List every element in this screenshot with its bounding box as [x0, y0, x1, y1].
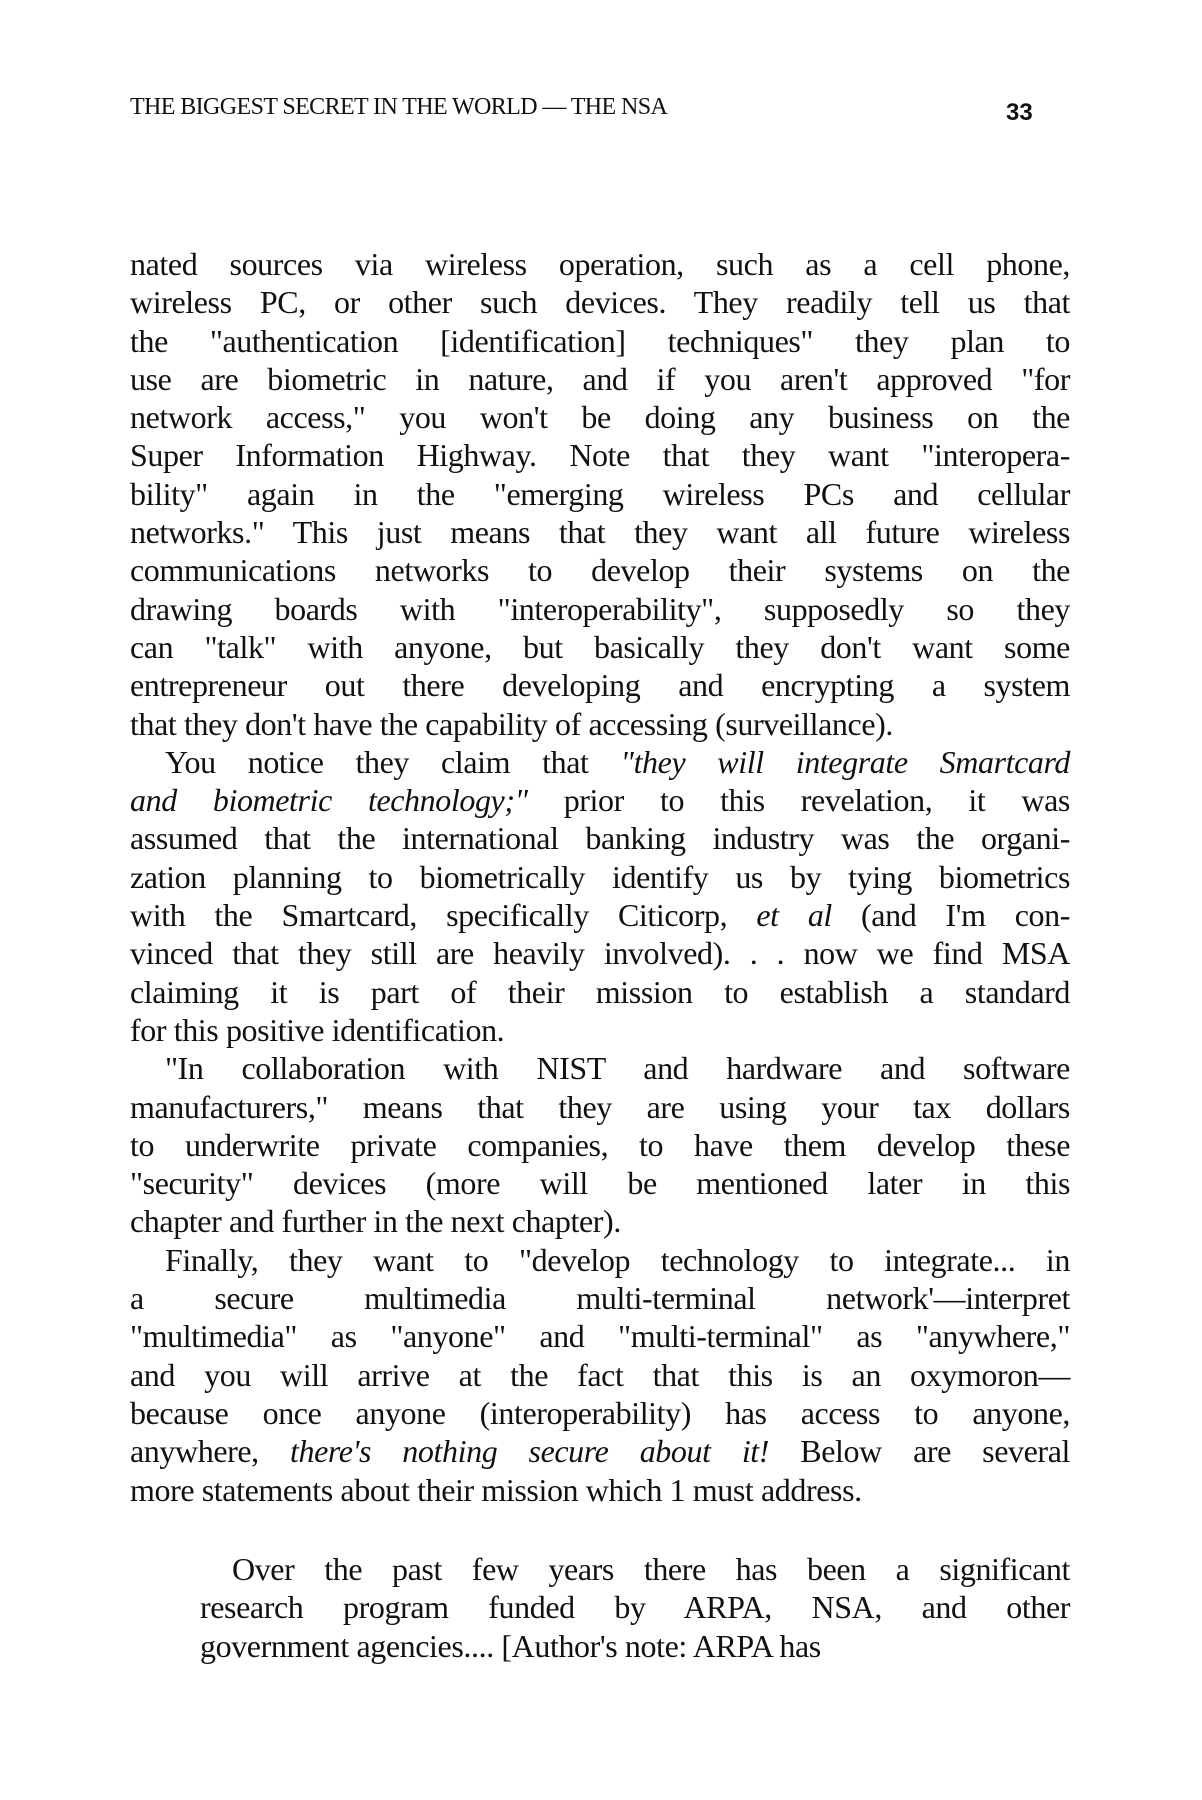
text-run: and you will arrive at the fact that this is an oxymoron—	[130, 1356, 1070, 1393]
text-line	[130, 666, 1070, 704]
italic-text: there's nothing secure about it!	[290, 1433, 770, 1470]
text-line	[200, 1550, 1070, 1588]
text-line	[130, 1279, 1070, 1317]
text-run: a secure multimedia multi-terminal network'—interpret	[130, 1280, 1070, 1317]
text-line	[130, 1202, 1070, 1240]
text-run: networks." This just means that they want all future wireless	[130, 514, 1070, 551]
paragraph-p1	[130, 245, 1070, 743]
text-line	[130, 551, 1070, 589]
italic-text: and biometric technology;"	[130, 782, 528, 819]
text-line	[130, 973, 1070, 1011]
text-line	[130, 896, 1070, 934]
text-run: entrepreneur out there developing and encrypting a system	[130, 667, 1070, 704]
running-head: THE BIGGEST SECRET IN THE WORLD — THE NSA	[130, 94, 668, 120]
text-line	[130, 1088, 1070, 1126]
text-run: for this positive identification.	[130, 1011, 505, 1048]
text-run: "In collaboration with NIST and hardware and software	[165, 1050, 1070, 1087]
text-line	[130, 1049, 1070, 1087]
paragraph-p3	[130, 1049, 1070, 1240]
text-run: "multimedia" as "anyone" and "multi-terminal" as "anywhere,"	[130, 1318, 1070, 1355]
text-run: Below are several	[769, 1433, 1070, 1470]
text-line	[130, 1356, 1070, 1394]
page-number: 33	[1006, 99, 1033, 126]
text-run: manufacturers," means that they are using your tax dollars	[130, 1088, 1070, 1125]
text-run: bility" again in the "emerging wireless PCs and cellular	[130, 475, 1070, 512]
text-line	[130, 819, 1070, 857]
text-line	[130, 398, 1070, 436]
text-run: that they don't have the capability of accessing (surveillance).	[130, 705, 893, 742]
text-run: anywhere,	[130, 1433, 291, 1470]
text-run: vinced that they still are heavily involved). . . now we find MSA	[130, 935, 1070, 972]
text-run: claiming it is part of their mission to establish a standard	[130, 973, 1070, 1010]
text-run: the "authentication [identification] techniques" they plan to	[130, 322, 1070, 359]
text-line	[130, 436, 1070, 474]
text-run: Over the past few years there has been a significant	[232, 1551, 1070, 1587]
italic-text: et al	[756, 897, 832, 934]
text-line	[130, 513, 1070, 551]
text-run: to underwrite private companies, to have them develop these	[130, 1126, 1070, 1163]
body-text	[130, 245, 1070, 1509]
text-line	[130, 781, 1070, 819]
text-run: Finally, they want to "develop technology to integrate... in	[165, 1241, 1070, 1278]
text-run: use are biometric in nature, and if you aren't approved "for	[130, 360, 1070, 397]
text-line	[130, 283, 1070, 321]
block-quote	[200, 1550, 1070, 1665]
text-line	[130, 705, 1070, 743]
italic-text: "they will integrate Smartcard	[620, 743, 1070, 780]
text-line	[130, 1164, 1070, 1202]
text-line	[200, 1588, 1070, 1626]
text-run: communications networks to develop their systems on the	[130, 552, 1070, 589]
text-run: You notice they claim that	[165, 743, 621, 780]
text-line	[130, 475, 1070, 513]
text-run: zation planning to biometrically identify us by tying biometrics	[130, 858, 1070, 895]
text-run: (and I'm con-	[831, 897, 1070, 934]
text-line	[200, 1627, 1070, 1665]
text-run: with the Smartcard, specifically Citicorp,	[130, 897, 757, 934]
text-run: prior to this revelation, it was	[527, 782, 1070, 819]
text-line	[130, 743, 1070, 781]
text-line	[130, 360, 1070, 398]
text-line	[130, 1432, 1070, 1470]
text-line	[130, 858, 1070, 896]
text-run: assumed that the international banking industry was the organi-	[130, 820, 1070, 857]
text-run: Super Information Highway. Note that they want "interopera-	[130, 437, 1070, 474]
text-run: government agencies.... [Author's note: ARPA has	[200, 1627, 821, 1664]
text-run: chapter and further in the next chapter).	[130, 1203, 621, 1240]
text-run: research program funded by ARPA, NSA, and other	[200, 1589, 1070, 1626]
text-line	[130, 1241, 1070, 1279]
text-run: wireless PC, or other such devices. They readily tell us that	[130, 284, 1070, 321]
text-line	[130, 628, 1070, 666]
text-run: because once anyone (interoperability) has access to anyone,	[130, 1394, 1070, 1431]
text-run: more statements about their mission which 1 must address.	[130, 1471, 862, 1508]
text-line	[130, 245, 1070, 283]
text-line	[130, 322, 1070, 360]
text-line	[130, 1394, 1070, 1432]
text-line	[130, 1471, 1070, 1509]
text-line	[130, 1126, 1070, 1164]
text-run: drawing boards with "interoperability", supposedly so they	[130, 590, 1070, 627]
text-run: nated sources via wireless operation, such as a cell phone,	[130, 246, 1070, 282]
text-line	[130, 590, 1070, 628]
text-line	[130, 934, 1070, 972]
text-run: can "talk" with anyone, but basically they don't want some	[130, 628, 1070, 665]
text-line	[130, 1317, 1070, 1355]
paragraph-p2	[130, 743, 1070, 1049]
text-run: network access," you won't be doing any business on the	[130, 399, 1070, 436]
text-line	[130, 1011, 1070, 1049]
paragraph-p4	[130, 1241, 1070, 1509]
text-run: "security" devices (more will be mentioned later in this	[130, 1165, 1070, 1202]
